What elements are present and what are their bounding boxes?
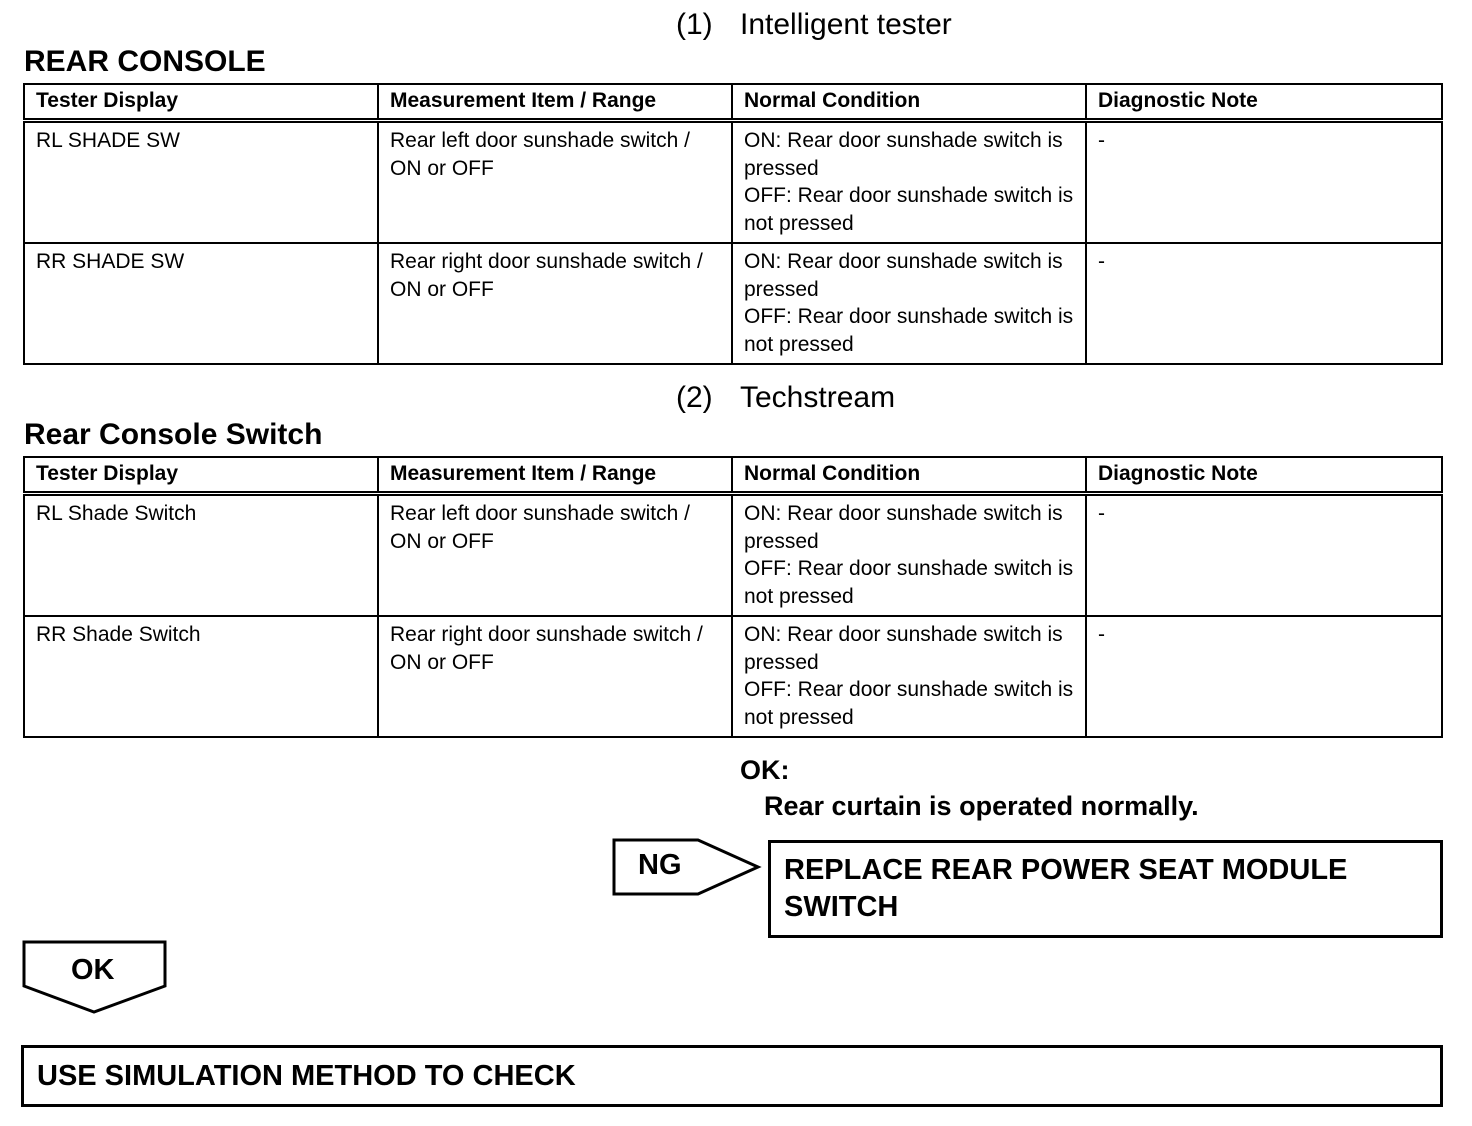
- section1-title: REAR CONSOLE: [24, 45, 266, 78]
- cell-normal-condition: [732, 243, 1086, 364]
- normal-off-text: OFF: Rear door sunshade switch is not pressed: [744, 678, 1074, 729]
- cell-tester-display: RL Shade Switch: [24, 494, 378, 617]
- ok-action-text: USE SIMULATION METHOD TO CHECK: [37, 1060, 576, 1092]
- normal-on-text: ON: Rear door sunshade switch is pressed: [744, 502, 1063, 553]
- result-ok-label: OK:: [740, 755, 790, 785]
- header-normal-condition: Normal Condition: [732, 84, 1086, 121]
- ng-label: NG: [638, 849, 682, 881]
- ok-label: OK: [71, 954, 115, 986]
- ng-arrow-icon: [612, 838, 762, 898]
- header-measurement-item: Measurement Item / Range: [378, 84, 732, 121]
- cell-diagnostic-note: -: [1086, 494, 1442, 617]
- section2-subtitle: [676, 381, 895, 415]
- table-header-row: [24, 84, 1442, 121]
- cell-tester-display: RR Shade Switch: [24, 616, 378, 737]
- cell-measurement: Rear right door sunshade switch / ON or OFF: [378, 243, 732, 364]
- normal-on-text: ON: Rear door sunshade switch is pressed: [744, 129, 1063, 180]
- cell-measurement: Rear right door sunshade switch / ON or OFF: [378, 616, 732, 737]
- cell-diagnostic-note: -: [1086, 616, 1442, 737]
- section1-number: (1): [676, 8, 713, 41]
- section2-title: Rear Console Switch: [24, 418, 323, 451]
- ng-action-box: [768, 840, 1443, 938]
- cell-measurement: Rear left door sunshade switch / ON or OFF: [378, 494, 732, 617]
- table-row: [24, 616, 1442, 737]
- cell-normal-condition: [732, 616, 1086, 737]
- normal-on-text: ON: Rear door sunshade switch is pressed: [744, 623, 1063, 674]
- section1-subtitle: [676, 8, 952, 42]
- header-diagnostic-note: Diagnostic Note: [1086, 457, 1442, 494]
- normal-on-text: ON: Rear door sunshade switch is pressed: [744, 250, 1063, 301]
- cell-diagnostic-note: -: [1086, 243, 1442, 364]
- header-diagnostic-note: Diagnostic Note: [1086, 84, 1442, 121]
- table-header-row: [24, 457, 1442, 494]
- section1-subtitle-text: Intelligent tester: [740, 8, 952, 41]
- header-measurement-item: Measurement Item / Range: [378, 457, 732, 494]
- header-tester-display: Tester Display: [24, 84, 378, 121]
- section2-number: (2): [676, 381, 713, 414]
- cell-normal-condition: [732, 494, 1086, 617]
- table-row: [24, 243, 1442, 364]
- section2-table: [23, 456, 1443, 738]
- result-ok-text: Rear curtain is operated normally.: [764, 791, 1199, 821]
- section1-table: [23, 83, 1443, 365]
- header-tester-display: Tester Display: [24, 457, 378, 494]
- section2-subtitle-text: Techstream: [740, 381, 896, 414]
- table-row: [24, 494, 1442, 617]
- cell-tester-display: RR SHADE SW: [24, 243, 378, 364]
- normal-off-text: OFF: Rear door sunshade switch is not pressed: [744, 184, 1074, 235]
- table-row: [24, 121, 1442, 244]
- ok-action-box: [21, 1045, 1443, 1107]
- cell-measurement: Rear left door sunshade switch / ON or OFF: [378, 121, 732, 244]
- header-normal-condition: Normal Condition: [732, 457, 1086, 494]
- normal-off-text: OFF: Rear door sunshade switch is not pressed: [744, 305, 1074, 356]
- normal-off-text: OFF: Rear door sunshade switch is not pressed: [744, 557, 1074, 608]
- cell-tester-display: RL SHADE SW: [24, 121, 378, 244]
- ng-action-text: REPLACE REAR POWER SEAT MODULE SWITCH: [784, 854, 1348, 923]
- cell-normal-condition: [732, 121, 1086, 244]
- cell-diagnostic-note: -: [1086, 121, 1442, 244]
